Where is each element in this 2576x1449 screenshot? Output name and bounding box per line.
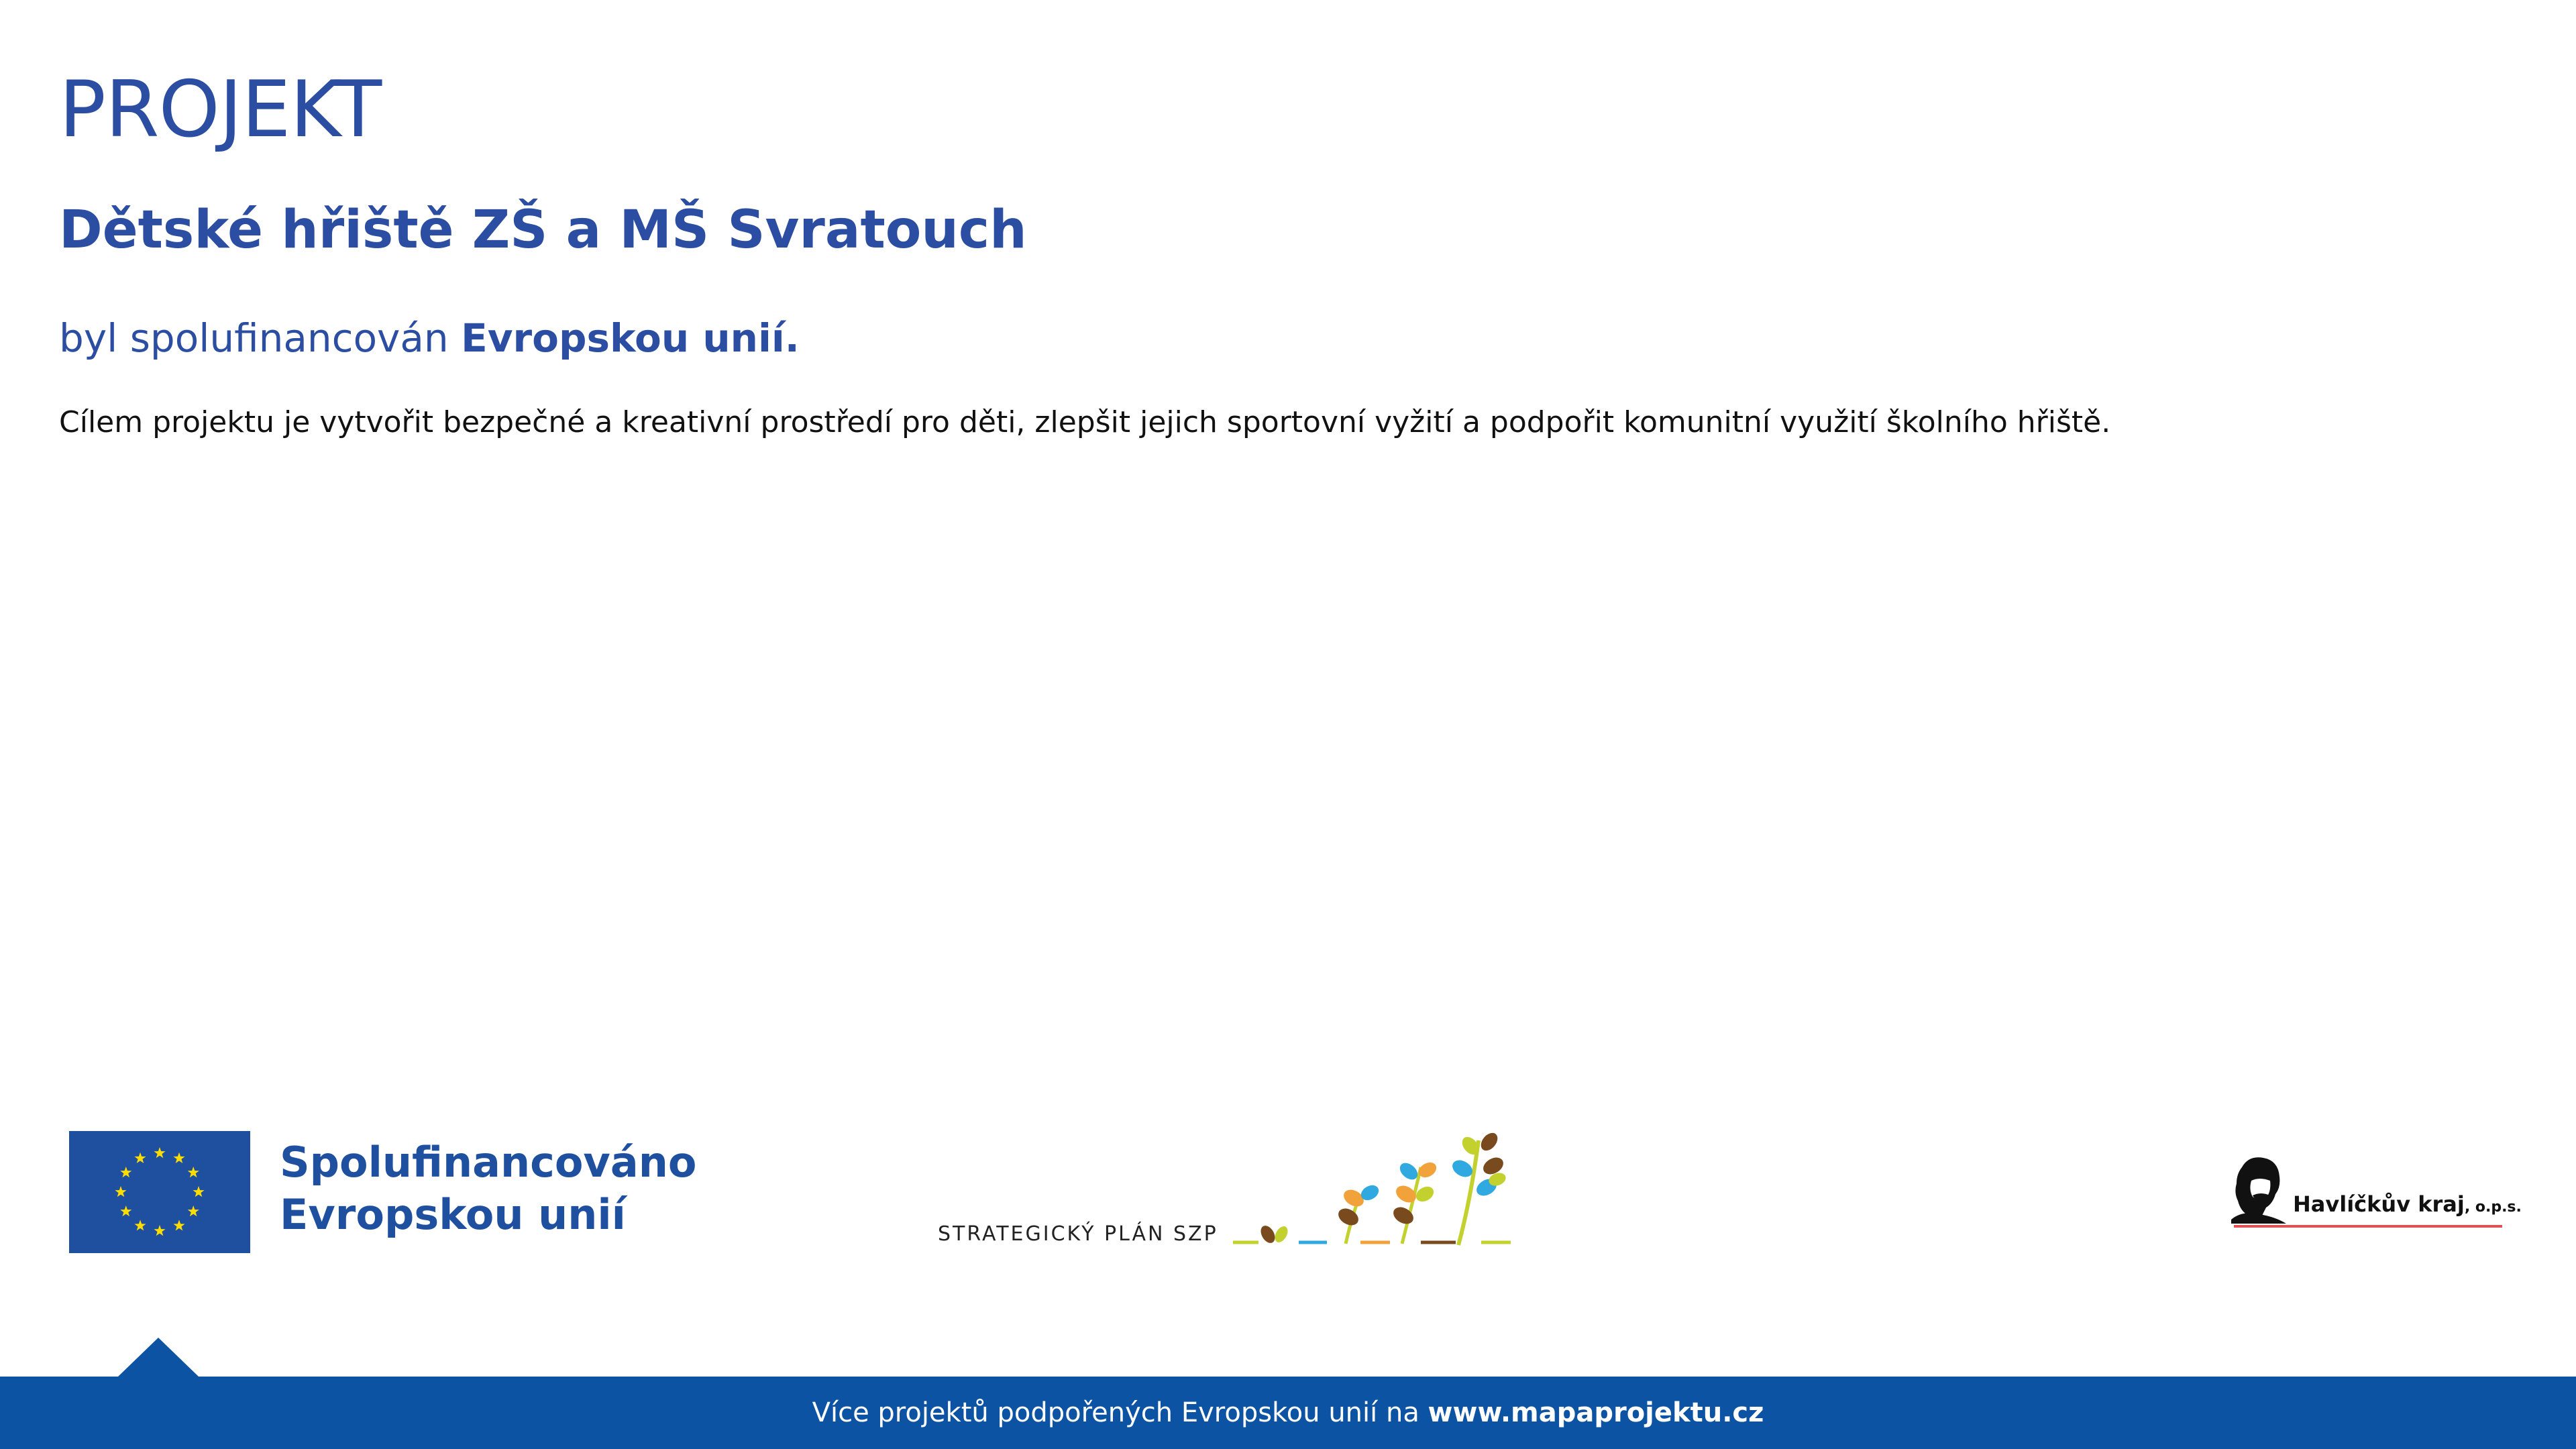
funding-prefix: byl spolufinancován [59, 315, 449, 361]
eu-star-icon [120, 1205, 131, 1216]
havlickuv-kraj-title: Havlíčkův kraj [2293, 1191, 2465, 1217]
eu-star-icon [154, 1225, 165, 1236]
eu-star-icon [193, 1186, 204, 1197]
szp-logo [938, 1127, 1528, 1254]
eu-star-icon [115, 1186, 126, 1197]
funding-statement [59, 315, 800, 361]
page-heading: PROJEKT [59, 64, 382, 155]
eu-star-icon [134, 1152, 146, 1163]
eu-flag-icon [69, 1131, 250, 1253]
project-title: Dětské hřiště ZŠ a MŠ Svratouch [59, 200, 1027, 260]
eu-logo-line2: Evropskou unií [280, 1190, 626, 1239]
portrait-icon [2229, 1154, 2289, 1224]
footer-notch [118, 1338, 199, 1377]
havlickuv-kraj-underline [2234, 1225, 2502, 1228]
eu-star-icon [120, 1167, 131, 1177]
havlickuv-kraj-suffix: , o.p.s. [2464, 1199, 2522, 1216]
eu-star-icon [173, 1220, 184, 1230]
eu-star-icon [173, 1152, 184, 1163]
eu-star-icon [134, 1220, 146, 1230]
havlickuv-kraj-name [2293, 1191, 2522, 1217]
eu-star-icon [154, 1147, 165, 1158]
sprouting-plants-icon [1226, 1127, 1528, 1254]
funding-emphasis: Evropskou unií. [461, 315, 800, 361]
eu-star-icon [188, 1167, 199, 1177]
footer-url-link[interactable]: www.mapaprojektu.cz [1428, 1397, 1764, 1428]
eu-logo-line1: Spolufinancováno [280, 1138, 697, 1187]
szp-logo-text: STRATEGICKÝ PLÁN SZP [938, 1222, 1218, 1246]
eu-logo-text [280, 1136, 696, 1241]
footer-bar [0, 1377, 2576, 1449]
havlickuv-kraj-logo [2229, 1154, 2522, 1232]
eu-cofunded-logo [69, 1131, 727, 1253]
footer-text [812, 1397, 1764, 1428]
footer-message: Více projektů podpořených Evropskou unií na [812, 1397, 1428, 1428]
project-description: Cílem projektu je vytvořit bezpečné a kreativní prostředí pro děti, zlepšit jejich sportovní vyžití a podpořit komunitní využití školního hřiště. [59, 405, 2111, 439]
eu-star-icon [188, 1205, 199, 1216]
